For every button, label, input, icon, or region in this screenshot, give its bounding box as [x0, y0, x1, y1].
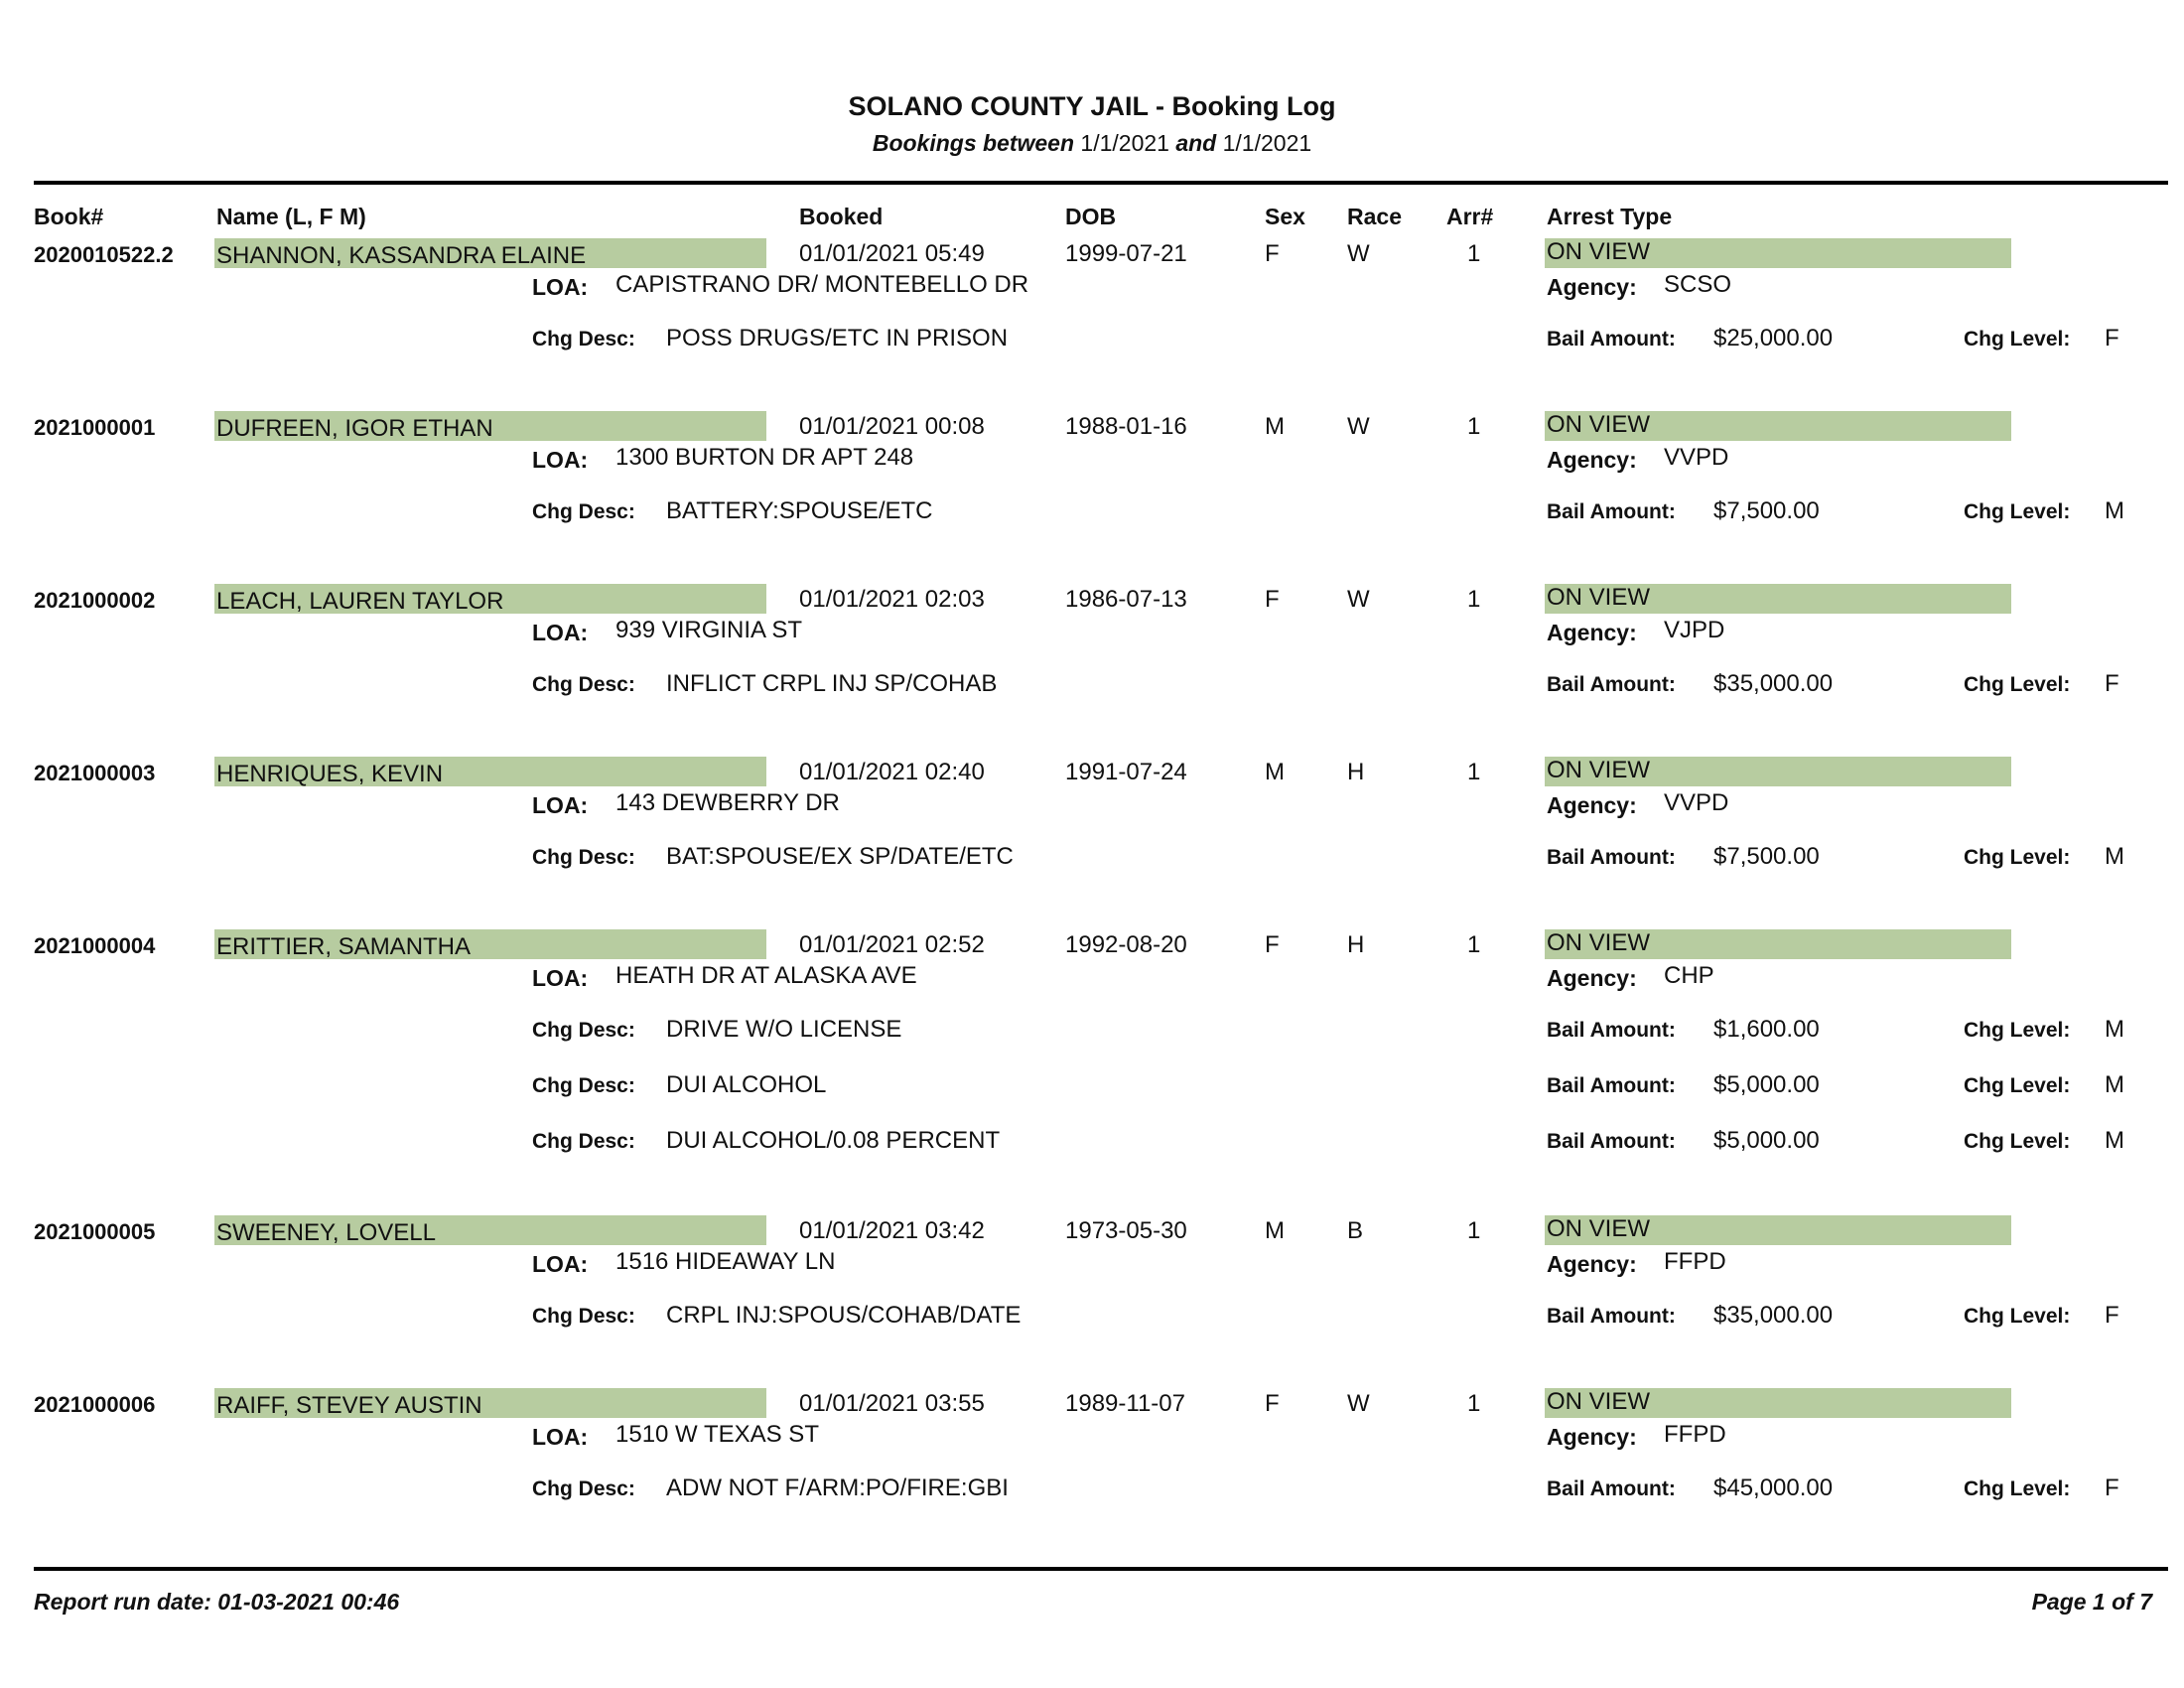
inmate-name: RAIFF, STEVEY AUSTIN: [216, 1392, 482, 1419]
charge-level-label: Chg Level:: [1964, 1019, 2071, 1042]
sex: M: [1265, 759, 1285, 785]
charge-desc-label: Chg Desc:: [532, 846, 635, 869]
location-of-arrest: 1516 HIDEAWAY LN: [615, 1248, 836, 1275]
date-of-birth: 1992-08-20: [1065, 931, 1187, 958]
charge-desc-label: Chg Desc:: [532, 328, 635, 351]
charge-level: F: [2105, 670, 2119, 697]
arrest-type: ON VIEW: [1547, 411, 1651, 438]
location-of-arrest: CAPISTRANO DR/ MONTEBELLO DR: [615, 271, 1029, 298]
inmate-name: SHANNON, KASSANDRA ELAINE: [216, 242, 587, 269]
bail-amount: $35,000.00: [1713, 1302, 1834, 1329]
arrest-number: 1: [1467, 1390, 1481, 1417]
arrest-type: ON VIEW: [1547, 1388, 1651, 1415]
agency: VJPD: [1664, 617, 1725, 643]
booked-datetime: 01/01/2021 02:40: [799, 759, 985, 785]
booked-datetime: 01/01/2021 02:03: [799, 586, 985, 613]
booked-datetime: 01/01/2021 02:52: [799, 931, 985, 958]
book-number: 2021000005: [34, 1219, 156, 1244]
header-arrest-type: Arrest Type: [1547, 204, 1673, 229]
date-of-birth: 1991-07-24: [1065, 759, 1187, 785]
booked-datetime: 01/01/2021 03:55: [799, 1390, 985, 1417]
charge-desc-label: Chg Desc:: [532, 1019, 635, 1042]
charge-description: DRIVE W/O LICENSE: [666, 1016, 902, 1043]
location-of-arrest: 1510 W TEXAS ST: [615, 1421, 819, 1448]
loa-label: LOA:: [532, 1251, 589, 1277]
book-number: 2020010522.2: [34, 242, 174, 267]
arrest-number: 1: [1467, 240, 1481, 267]
arrest-number: 1: [1467, 1217, 1481, 1244]
bail-amount: $7,500.00: [1713, 843, 1820, 870]
page-number: Page 1 of 7: [2031, 1589, 2152, 1615]
subtitle-prefix: Bookings between: [872, 130, 1075, 156]
bail-amount-label: Bail Amount:: [1547, 846, 1676, 869]
header-book: Book#: [34, 204, 104, 229]
bail-amount-label: Bail Amount:: [1547, 1305, 1676, 1328]
arrest-number: 1: [1467, 586, 1481, 613]
inmate-name: DUFREEN, IGOR ETHAN: [216, 415, 493, 442]
date-of-birth: 1973-05-30: [1065, 1217, 1187, 1244]
agency-label: Agency:: [1547, 447, 1637, 473]
charge-level: M: [2105, 1127, 2124, 1154]
inmate-name: ERITTIER, SAMANTHA: [216, 933, 472, 960]
charge-description: ADW NOT F/ARM:PO/FIRE:GBI: [666, 1475, 1009, 1501]
loa-label: LOA:: [532, 447, 589, 473]
subtitle-and: and: [1175, 130, 1217, 156]
date-from: 1/1/2021: [1080, 130, 1169, 156]
date-to: 1/1/2021: [1222, 130, 1312, 156]
charge-description: CRPL INJ:SPOUS/COHAB/DATE: [666, 1302, 1022, 1329]
date-of-birth: 1999-07-21: [1065, 240, 1187, 267]
arrest-number: 1: [1467, 413, 1481, 440]
charge-description: BAT:SPOUSE/EX SP/DATE/ETC: [666, 843, 1014, 870]
date-of-birth: 1988-01-16: [1065, 413, 1187, 440]
sex: M: [1265, 1217, 1285, 1244]
arrest-type: ON VIEW: [1547, 929, 1651, 956]
race: W: [1347, 413, 1370, 440]
bottom-rule: [34, 1567, 2168, 1571]
arrest-number: 1: [1467, 759, 1481, 785]
arrest-number: 1: [1467, 931, 1481, 958]
agency-label: Agency:: [1547, 792, 1637, 818]
date-of-birth: 1989-11-07: [1065, 1390, 1185, 1417]
header-booked: Booked: [799, 204, 884, 229]
charge-level-label: Chg Level:: [1964, 1477, 2071, 1500]
report-subtitle: [0, 130, 2184, 157]
charge-description: DUI ALCOHOL: [666, 1071, 827, 1098]
charge-level-label: Chg Level:: [1964, 1305, 2071, 1328]
loa-label: LOA:: [532, 274, 589, 300]
sex: F: [1265, 1390, 1280, 1417]
bail-amount: $7,500.00: [1713, 497, 1820, 524]
bail-amount-label: Bail Amount:: [1547, 1477, 1676, 1500]
bail-amount-label: Bail Amount:: [1547, 1130, 1676, 1153]
location-of-arrest: 143 DEWBERRY DR: [615, 789, 840, 816]
charge-level-label: Chg Level:: [1964, 1130, 2071, 1153]
agency-label: Agency:: [1547, 1251, 1637, 1277]
charge-level: F: [2105, 1302, 2119, 1329]
book-number: 2021000006: [34, 1392, 156, 1417]
charge-desc-label: Chg Desc:: [532, 500, 635, 523]
agency-label: Agency:: [1547, 1424, 1637, 1450]
charge-level: M: [2105, 1016, 2124, 1043]
header-dob: DOB: [1065, 204, 1117, 229]
charge-level: M: [2105, 497, 2124, 524]
race: W: [1347, 1390, 1370, 1417]
charge-desc-label: Chg Desc:: [532, 1305, 635, 1328]
race: B: [1347, 1217, 1364, 1244]
agency: CHP: [1664, 962, 1714, 989]
charge-desc-label: Chg Desc:: [532, 1074, 635, 1097]
charge-level-label: Chg Level:: [1964, 328, 2071, 351]
loa-label: LOA:: [532, 1424, 589, 1450]
charge-description: INFLICT CRPL INJ SP/COHAB: [666, 670, 998, 697]
arrest-type: ON VIEW: [1547, 584, 1651, 611]
bail-amount-label: Bail Amount:: [1547, 1019, 1676, 1042]
charge-desc-label: Chg Desc:: [532, 1130, 635, 1153]
inmate-name: SWEENEY, LOVELL: [216, 1219, 436, 1246]
agency: VVPD: [1664, 789, 1729, 816]
charge-desc-label: Chg Desc:: [532, 673, 635, 696]
book-number: 2021000004: [34, 933, 156, 958]
race: H: [1347, 931, 1365, 958]
agency-label: Agency:: [1547, 274, 1637, 300]
location-of-arrest: 1300 BURTON DR APT 248: [615, 444, 914, 471]
charge-level-label: Chg Level:: [1964, 1074, 2071, 1097]
book-number: 2021000003: [34, 761, 156, 785]
charge-desc-label: Chg Desc:: [532, 1477, 635, 1500]
inmate-name: LEACH, LAUREN TAYLOR: [216, 588, 504, 615]
agency-label: Agency:: [1547, 620, 1637, 645]
top-rule: [34, 181, 2168, 185]
arrest-type: ON VIEW: [1547, 238, 1651, 265]
sex: F: [1265, 586, 1280, 613]
charge-level: F: [2105, 1475, 2119, 1501]
date-of-birth: 1986-07-13: [1065, 586, 1187, 613]
charge-level-label: Chg Level:: [1964, 500, 2071, 523]
agency: FFPD: [1664, 1248, 1726, 1275]
report-run-date: Report run date: 01-03-2021 00:46: [34, 1589, 400, 1615]
header-sex: Sex: [1265, 204, 1305, 229]
bail-amount: $25,000.00: [1713, 325, 1834, 352]
charge-description: DUI ALCOHOL/0.08 PERCENT: [666, 1127, 1001, 1154]
location-of-arrest: HEATH DR AT ALASKA AVE: [615, 962, 917, 989]
bail-amount: $5,000.00: [1713, 1127, 1820, 1154]
charge-level: M: [2105, 843, 2124, 870]
bail-amount: $1,600.00: [1713, 1016, 1820, 1043]
sex: F: [1265, 240, 1280, 267]
charge-description: POSS DRUGS/ETC IN PRISON: [666, 325, 1009, 352]
charge-level-label: Chg Level:: [1964, 673, 2071, 696]
booked-datetime: 01/01/2021 00:08: [799, 413, 985, 440]
race: W: [1347, 586, 1370, 613]
header-arr: Arr#: [1446, 204, 1494, 229]
location-of-arrest: 939 VIRGINIA ST: [615, 617, 803, 643]
loa-label: LOA:: [532, 792, 589, 818]
bail-amount-label: Bail Amount:: [1547, 1074, 1676, 1097]
loa-label: LOA:: [532, 965, 589, 991]
header-race: Race: [1347, 204, 1402, 229]
sex: F: [1265, 931, 1280, 958]
book-number: 2021000001: [34, 415, 156, 440]
report-title: SOLANO COUNTY JAIL - Booking Log: [848, 91, 1336, 121]
charge-level-label: Chg Level:: [1964, 846, 2071, 869]
agency: VVPD: [1664, 444, 1729, 471]
bail-amount: $5,000.00: [1713, 1071, 1820, 1098]
race: W: [1347, 240, 1370, 267]
charge-description: BATTERY:SPOUSE/ETC: [666, 497, 933, 524]
bail-amount: $35,000.00: [1713, 670, 1834, 697]
race: H: [1347, 759, 1365, 785]
agency: FFPD: [1664, 1421, 1726, 1448]
agency-label: Agency:: [1547, 965, 1637, 991]
charge-level: F: [2105, 325, 2119, 352]
booked-datetime: 01/01/2021 03:42: [799, 1217, 985, 1244]
header-name: Name (L, F M): [216, 204, 366, 229]
bail-amount-label: Bail Amount:: [1547, 328, 1676, 351]
bail-amount-label: Bail Amount:: [1547, 500, 1676, 523]
loa-label: LOA:: [532, 620, 589, 645]
book-number: 2021000002: [34, 588, 156, 613]
arrest-type: ON VIEW: [1547, 1215, 1651, 1242]
charge-level: M: [2105, 1071, 2124, 1098]
inmate-name: HENRIQUES, KEVIN: [216, 761, 444, 787]
arrest-type: ON VIEW: [1547, 757, 1651, 783]
booked-datetime: 01/01/2021 05:49: [799, 240, 985, 267]
bail-amount: $45,000.00: [1713, 1475, 1834, 1501]
agency: SCSO: [1664, 271, 1732, 298]
bail-amount-label: Bail Amount:: [1547, 673, 1676, 696]
sex: M: [1265, 413, 1285, 440]
